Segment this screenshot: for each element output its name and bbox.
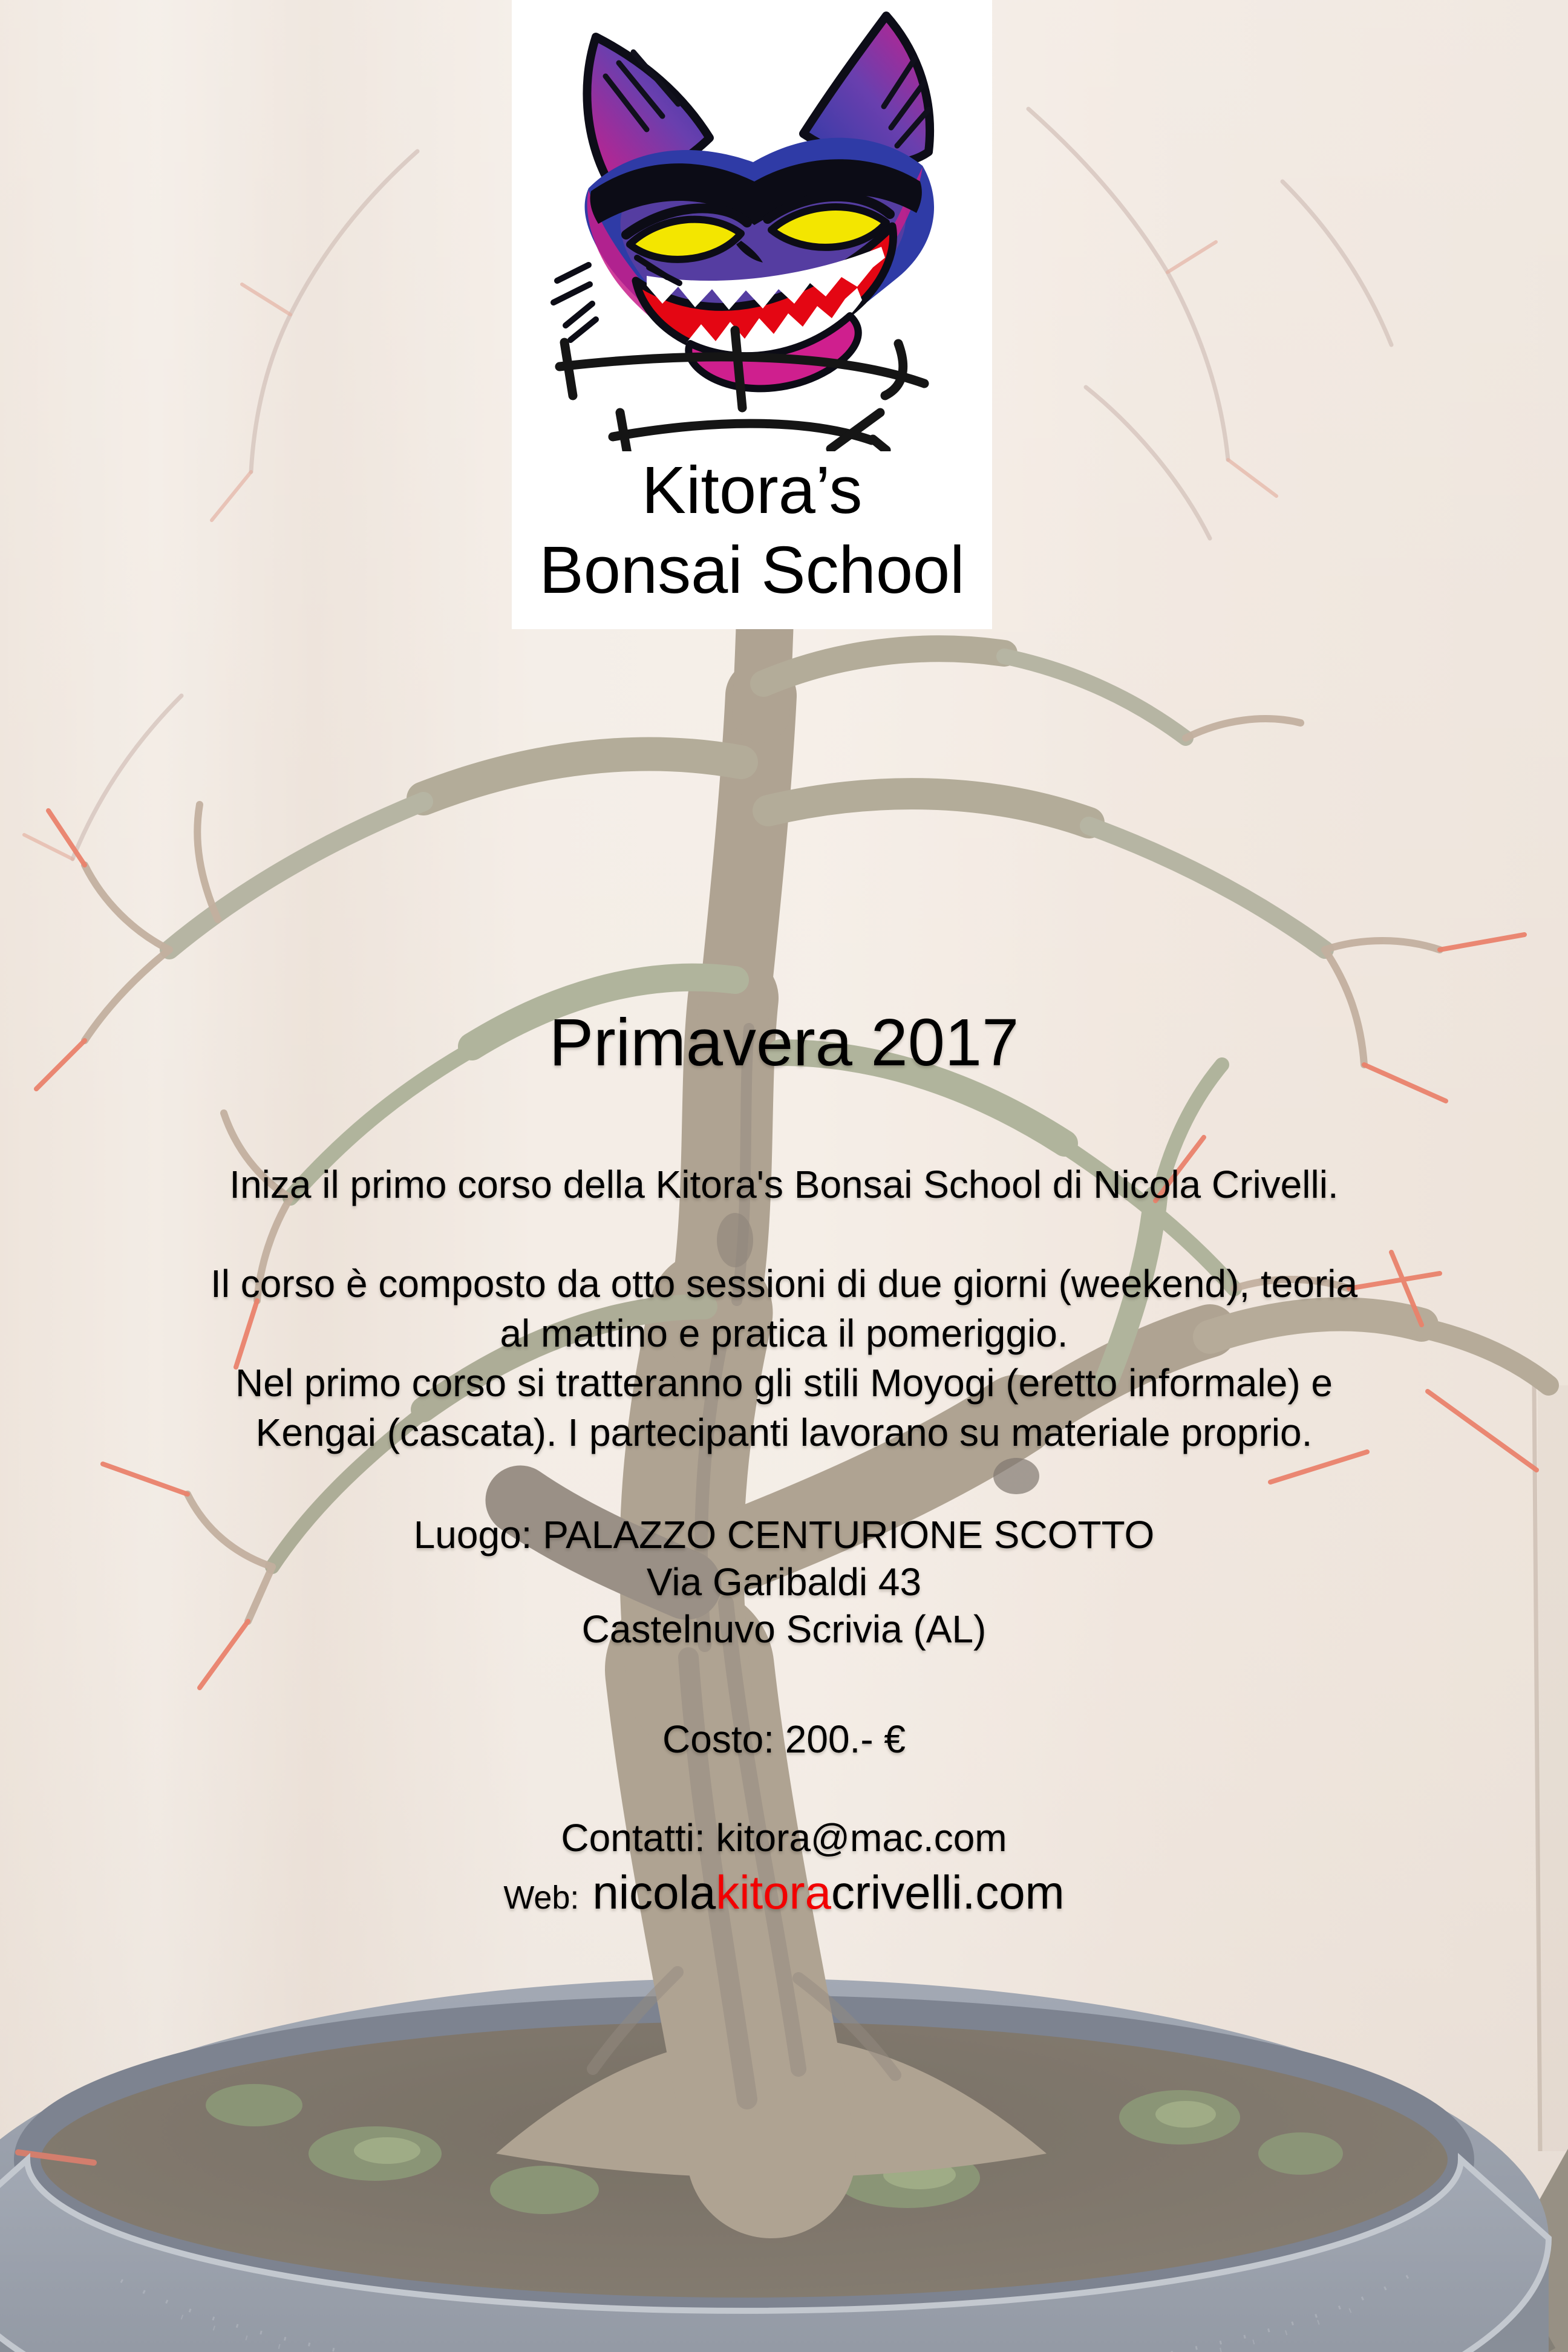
location-city: Castelnuvo Scrivia (AL) <box>581 1607 987 1651</box>
logo-title-line1: Kitora’s <box>641 453 863 528</box>
location-street: Via Garibaldi 43 <box>646 1560 922 1604</box>
logo-title-line2: Bonsai School <box>539 533 965 607</box>
kitora-cat-logo-icon <box>528 4 976 451</box>
web-label: Web: <box>503 1880 580 1916</box>
intro-paragraph: Iniza il primo corso della Kitora's Bonsai School di Nicola Crivelli. <box>229 1163 1339 1206</box>
web-domain-part: nicola <box>592 1866 716 1919</box>
course-line: Il corso è composto da otto sessioni di due giorni (weekend), teoria <box>210 1262 1358 1305</box>
course-line: Kengai (cascata). I partecipanti lavorano su materiale proprio. <box>255 1410 1313 1454</box>
web-domain-part: crivelli <box>831 1866 962 1919</box>
course-line: Nel primo corso si tratteranno gli stili Moyogi (eretto informale) e <box>235 1361 1333 1405</box>
course-line: al mattino e pratica il pomeriggio. <box>500 1311 1068 1355</box>
logo-title <box>512 451 992 610</box>
web-domain-part-accent: kitora <box>716 1866 831 1919</box>
location-venue: Luogo: PALAZZO CENTURIONE SCOTTO <box>413 1513 1155 1557</box>
course-description <box>0 1259 1568 1458</box>
cost-line: Costo: 200.- € <box>662 1717 906 1761</box>
season-title: Primavera 2017 <box>549 1005 1019 1080</box>
contact-line: Contatti: kitora@mac.com <box>561 1816 1007 1860</box>
location-block <box>0 1511 1568 1653</box>
logo-card <box>512 0 992 629</box>
web-domain-part: .com <box>962 1866 1065 1919</box>
web-line <box>0 1862 1568 1923</box>
